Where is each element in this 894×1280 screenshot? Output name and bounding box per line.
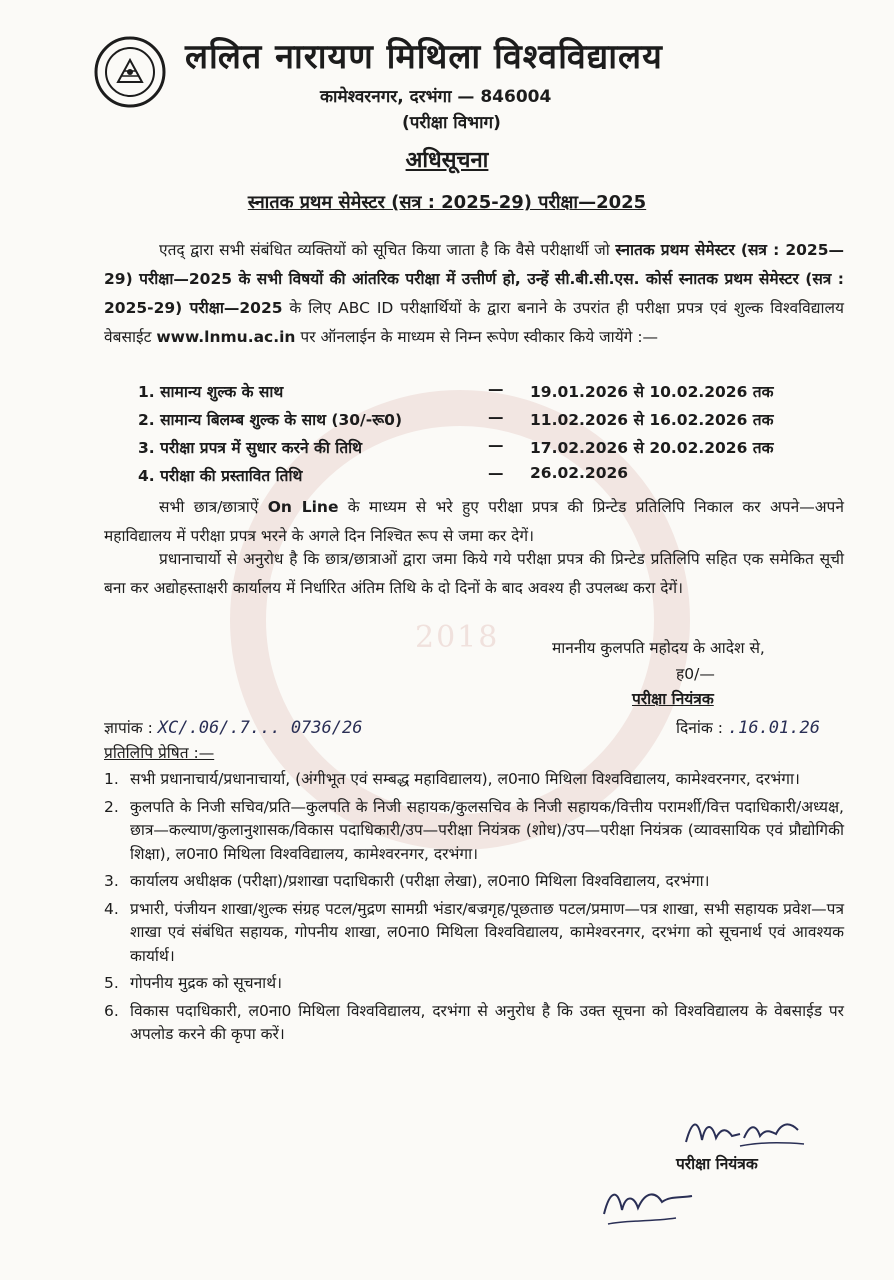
list-item: 2. कुलपति के निजी सचिव/प्रति—कुलपति के निजी सहायक/कुलसचिव के निजी सहायक/वित्तीय परामर्शी/वित्त पदाधिकारी/अध्यक्ष, छात्र—कल्याण/कुलानुशासक/विकास पदाधिकारी/उप—परीक्षा नियंत्रक (शोध)/उप—परीक्षा नियंत्रक (व्यावसायिक एवं प्रौद्योगिकी शिक्षा), ल0ना0 मिथिला विश्वविद्यालय, कामेश्वरनगर, दरभंगा।: [104, 797, 844, 863]
website-link[interactable]: www.lnmu.ac.in: [156, 328, 296, 346]
notification-title: अधिसूचना: [405, 148, 489, 173]
memo-number-line: ज्ञापांक : XC/.06/.7... 0736/26: [104, 718, 363, 738]
watermark-year: 2018: [415, 620, 500, 655]
list-item: 1. सभी प्रधानाचार्य/प्रधानाचार्या, (अंगीभूत एवं सम्बद्ध महाविद्यालय), ल0ना0 मिथिला विश्वविद्यालय, कामेश्वरनगर, दरभंगा।: [104, 770, 800, 788]
department-name: (परीक्षा विभाग): [402, 113, 501, 133]
list-item: 3. कार्यालय अधीक्षक (परीक्षा)/प्रशाखा पदाधिकारी (परीक्षा लेखा), ल0ना0 मिथिला विश्वविद्यालय, दरभंगा।: [104, 872, 710, 890]
university-name: ललित नारायण मिथिला विश्वविद्यालय: [185, 37, 663, 77]
intro-paragraph: एतद् द्वारा सभी संबंधित व्यक्तियों को सूचित किया जाता है कि वैसे परीक्षार्थी जो स्नातक प्रथम सेमेस्टर (सत्र : 2025—29) परीक्षा—2025 के सभी विषयों की आंतरिक परीक्षा में उत्तीर्ण हो, उन्हें सी.बी.सी.एस. कोर्स स्नातक प्रथम सेमेस्टर (सत्र : 2025-29) परीक्षा—2025 के लिए ABC ID परीक्षार्थियों के द्वारा बनाने के उपरांत ही परीक्षा प्रपत्र एवं शुल्क विश्वविद्यालय वेबसाईट www.lnmu.ac.in पर ऑनलाईन के माध्यम से निम्न रूपेण स्वीकार किये जायेंगे :—: [104, 241, 844, 346]
notification-subject: स्नातक प्रथम सेमेस्टर (सत्र : 2025-29) परीक्षा—2025: [247, 192, 647, 213]
date-line: दिनांक : .16.01.26: [676, 718, 820, 738]
order-line: माननीय कुलपति महोदय के आदेश से,: [552, 639, 765, 657]
signature-title: परीक्षा नियंत्रक: [676, 1155, 758, 1173]
university-address: कामेश्वरनगर, दरभंगा — 846004: [320, 87, 552, 107]
university-seal-icon: [94, 36, 166, 108]
memo-date: .16.01.26: [727, 718, 820, 738]
online-paragraph: सभी छात्र/छात्राऐं On Line के माध्यम से भरे हुए परीक्षा प्रपत्र की प्रिन्टेड प्रतिलिपि निकाल कर अपने—अपने महाविद्यालय में परीक्षा प्रपत्र भरने के अगले दिन निश्चित रूप से जमा कर देगें।: [104, 498, 844, 545]
list-item: 5. गोपनीय मुद्रक को सूचनार्थ।: [104, 974, 282, 992]
initials-signature-icon: [596, 1180, 706, 1230]
memo-number: XC/.06/.7... 0736/26: [157, 718, 363, 738]
controller-title: परीक्षा नियंत्रक: [632, 690, 714, 708]
principal-request-paragraph: प्रधानाचार्यो से अनुरोध है कि छात्र/छात्राओं द्वारा जमा किये गये परीक्षा प्रपत्र की प्रिन्टेड प्रतिलिपि सहित एक समेकित सूची बना कर अद्योहस्ताक्षरी कार्यालय में निर्धारित अंतिम तिथि के दो दिनों के बाद अवश्य ही उपलब्ध करा देगें।: [104, 550, 844, 597]
controller-signature-icon: [680, 1112, 810, 1154]
notification-document: 2018 ललित नारायण मिथिला विश्वविद्यालय कामेश्वरनगर, दरभंगा — 846004 (परीक्षा विभाग) अधिसूचना स्नातक प्रथम सेमेस्टर (सत्र : 2025-29) परीक्षा—2025 एतद् द्वारा सभी संबंधित व्यक्तियों को सूचित किया जाता है कि वैसे परीक्षार्थी जो स्नातक प्रथम सेमेस्टर (सत्र : 2025—29) परीक्षा—2025 के सभी विषयों की आंतरिक परीक्षा में उत्तीर्ण हो, उन्हें सी.बी.सी.एस. कोर्स स्नातक प्रथम सेमेस्टर (सत्र : 2025-29) परीक्षा—2025 के लिए ABC ID परीक्षार्थियों के द्वारा बनाने के उपरांत ही परीक्षा प्रपत्र एवं शुल्क विश्वविद्यालय वेबसाईट www.lnmu.ac.in पर ऑनलाईन के माध्यम से निम्न रूपेण स्वीकार किये जायेंगे :— 1. सामान्य शुल्क के साथ — 19.01.2026 से 10.02.2026 तक 2. सामान्य बिलम्ब शुल्क के साथ (30/-रू0) — 11.02.2026 से 16.02.2026 तक 3. परीक्षा प्रपत्र में सुधार करने की तिथि — 17.02.2026 से 20.02.2026 तक 4. परीक्षा की प्रस्तावित तिथि — 26.02.2026 सभी छात्र/छात्राऐं On Line के माध्यम से भरे हुए परीक्षा प्रपत्र की प्रिन्टेड प्रतिलिपि निकाल कर अपने—अपने महाविद्यालय में परीक्षा प्रपत्र भरने के अगले दिन निश्चित रूप से जमा कर देगें। प्रधानाचार्यो से अनुरोध है कि छात्र/छात्राओं द्वारा जमा किये गये परीक्षा प्रपत्र की प्रिन्टेड प्रतिलिपि सहित एक समेकित सूची बना कर अद्योहस्ताक्षरी कार्यालय में निर्धारित अंतिम तिथि के दो दिनों के बाद अवश्य ही उपलब्ध करा देगें। माननीय कुलपति महोदय के आदेश से, ह0/— परीक्षा नियंत्रक ज्ञापांक : XC/.06/.7... 0736/26 दिनांक : .16.01.26 प्रतिलिपि प्रेषित :— 1. सभी प्रधानाचार्य/प्रधानाचार्या, (अंगीभूत एवं सम्बद्ध महाविद्यालय), ल0ना0 मिथिला विश्वविद्यालय, कामेश्वरनगर, दरभंगा। 2. कुलपति के निजी सचिव/प्रति—कुलपति के निजी सहायक/कुलसचिव के निजी सहायक/वित्तीय परामर्शी/वित्त पदाधिकारी/अध्यक्ष, छात्र—कल्याण/कुलानुशासक/विकास पदाधिकारी/उप—परीक्षा नियंत्रक (शोध)/उप—परीक्षा नियंत्रक (व्यावसायिक एवं प्रौद्योगिकी शिक्षा), ल0ना0 मिथिला विश्वविद्यालय, कामेश्वरनगर, दरभंगा। 3. कार्यालय अधीक्षक (परीक्षा)/प्रशाखा पदाधिकारी (परीक्षा लेखा), ल0ना0 मिथिला विश्वविद्यालय, दरभंगा। 4. प्रभारी, पंजीयन शाखा/शुल्क संग्रह पटल/मुद्रण सामग्री भंडार/बज्रगृह/पूछताछ पटल/प्रमाण—पत्र शाखा, सभी सहायक प्रवेश—पत्र शाखा एवं संबंधित सहायक, गोपनीय शाखा, ल0ना0 मिथिला विश्वविद्यालय, कामेश्वरनगर, दरभंगा को सूचनार्थ एवं आवश्यक कार्यार्थ। 5. गोपनीय मुद्रक को सूचनार्थ। 6. विकास पदाधिकारी, ल0ना0 मिथिला विश्वविद्यालय, दरभंगा से अनुरोध है कि उक्त सूचना को विश्वविद्यालय के वेबसाईड पर अपलोड करने की कृपा करें। परीक्षा नियंत्रक: [0, 0, 894, 1280]
list-item: 6. विकास पदाधिकारी, ल0ना0 मिथिला विश्वविद्यालय, दरभंगा से अनुरोध है कि उक्त सूचना को विश्वविद्यालय के वेबसाईड पर अपलोड करने की कृपा करें।: [104, 1001, 844, 1043]
list-item: 4. प्रभारी, पंजीयन शाखा/शुल्क संग्रह पटल/मुद्रण सामग्री भंडार/बज्रगृह/पूछताछ पटल/प्रमाण—पत्र शाखा, सभी सहायक प्रवेश—पत्र शाखा एवं संबंधित सहायक, गोपनीय शाखा, ल0ना0 मिथिला विश्वविद्यालय, कामेश्वरनगर, दरभंगा को सूचनार्थ एवं आवश्यक कार्यार्थ।: [104, 899, 844, 965]
copy-recipients-list: [104, 768, 844, 1051]
signed-mark: ह0/—: [676, 665, 715, 683]
copies-heading: प्रतिलिपि प्रेषित :—: [104, 744, 215, 762]
